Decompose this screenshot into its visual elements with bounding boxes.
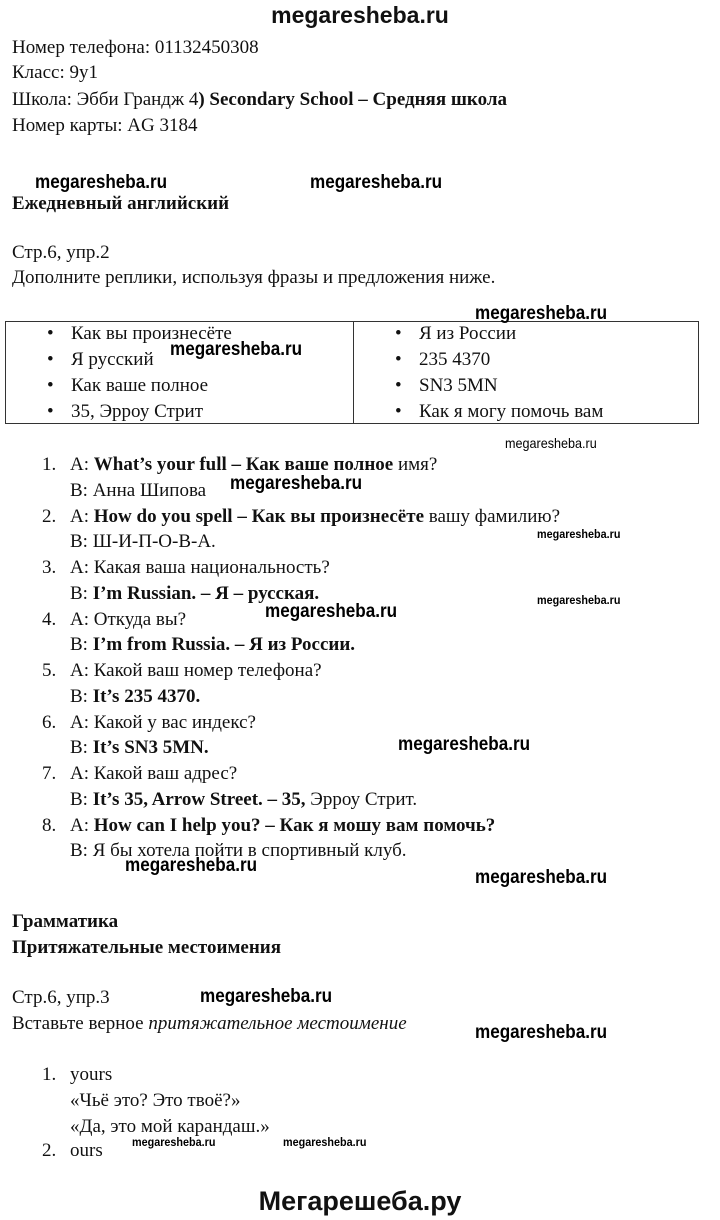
line-a-tail: вашу фамилию? bbox=[424, 506, 560, 527]
item-number: 2. bbox=[42, 506, 57, 527]
answer-word: ours bbox=[70, 1140, 103, 1161]
watermark: megaresheba.ru bbox=[310, 172, 443, 193]
watermark: megaresheba.ru bbox=[35, 172, 168, 193]
phone-line: Номер телефона: 01132450308 bbox=[12, 37, 259, 58]
watermark: megaresheba.ru bbox=[475, 1022, 608, 1043]
item-number: 3. bbox=[42, 557, 57, 578]
table-item: • Как вы произнесёте bbox=[71, 322, 232, 346]
grammar-subtitle: Притяжательные местоимения bbox=[12, 937, 281, 958]
line-b-answer: I’m from Russia. – Я из России. bbox=[92, 634, 356, 655]
exercise-ref: Стр.6, упр.2 bbox=[12, 242, 110, 263]
item-number: 7. bbox=[42, 763, 57, 784]
line-a bbox=[70, 711, 256, 735]
site-header: megaresheba.ru bbox=[271, 2, 449, 28]
item-number: 6. bbox=[42, 712, 57, 733]
table-item: • Как я могу помочь вам bbox=[419, 400, 603, 424]
line-b-tail: Эрроу Стрит. bbox=[305, 789, 418, 810]
line-b-answer: It’s SN3 5MN. bbox=[92, 737, 209, 758]
line-a bbox=[70, 762, 237, 786]
line-a-text: A: Какая ваша национальность? bbox=[70, 557, 330, 578]
instruction bbox=[12, 1012, 407, 1036]
table-item: • Я из России bbox=[419, 322, 516, 346]
class-line: Класс: 9у1 bbox=[12, 62, 98, 83]
line-a-text: A: bbox=[70, 815, 94, 836]
table-item: • Я русский bbox=[71, 348, 154, 372]
line-b-text: B: bbox=[70, 686, 93, 707]
line-a-text: A: Откуда вы? bbox=[70, 609, 187, 630]
table-item: • SN3 5MN bbox=[419, 374, 498, 398]
line-b-text: B: Анна Шипова bbox=[70, 480, 207, 501]
line-a-text: A: Какой у вас индекс? bbox=[70, 712, 256, 733]
line-b bbox=[70, 736, 209, 760]
answer-example: «Чьё это? Это твоё?» bbox=[70, 1090, 241, 1111]
watermark: megaresheba.ru bbox=[125, 855, 258, 876]
line-b-text: B: bbox=[70, 634, 93, 655]
exercise-ref: Стр.6, упр.3 bbox=[12, 987, 110, 1008]
section-title: Ежедневный английский bbox=[12, 193, 230, 214]
school-line bbox=[12, 88, 507, 112]
watermark: megaresheba.ru bbox=[537, 593, 621, 607]
line-a-answer: How can I help you? – Как я мошу вам помочь? bbox=[93, 815, 496, 836]
line-b-answer: I’m Russian. – Я – русская. bbox=[92, 583, 320, 604]
watermark: megaresheba.ru bbox=[475, 867, 608, 888]
instruction-italic: притяжательное местоимение bbox=[148, 1013, 407, 1034]
item-number: 5. bbox=[42, 660, 57, 681]
line-b bbox=[70, 530, 216, 554]
card-line: Номер карты: AG 3184 bbox=[12, 115, 198, 136]
line-b-answer: It’s 35, Arrow Street. – 35, bbox=[92, 789, 306, 810]
item-number: 8. bbox=[42, 815, 57, 836]
line-a-text: A: bbox=[70, 454, 94, 475]
watermark: megaresheba.ru bbox=[283, 1135, 367, 1149]
line-a-answer: What’s your full – Как ваше полное bbox=[93, 454, 394, 475]
watermark: megaresheba.ru bbox=[132, 1135, 216, 1149]
answer-number: 2. bbox=[42, 1140, 57, 1161]
instruction-text: Вставьте верное bbox=[12, 1013, 149, 1034]
item-number: 1. bbox=[42, 454, 57, 475]
line-b bbox=[70, 685, 200, 709]
line-b bbox=[70, 788, 417, 812]
line-a-answer: How do you spell – Как вы произнесёте bbox=[93, 506, 424, 527]
line-a-text: A: bbox=[70, 506, 94, 527]
line-a-text: A: Какой ваш номер телефона? bbox=[70, 660, 322, 681]
watermark: megaresheba.ru bbox=[265, 601, 398, 622]
line-b-answer: It’s 235 4370. bbox=[92, 686, 201, 707]
table-divider bbox=[353, 322, 354, 423]
line-a bbox=[70, 659, 322, 683]
phrases-table bbox=[5, 321, 699, 424]
watermark: megaresheba.ru bbox=[475, 303, 608, 324]
watermark: megaresheba.ru bbox=[200, 986, 333, 1007]
line-a bbox=[70, 814, 495, 838]
line-a bbox=[70, 505, 560, 529]
instruction: Дополните реплики, используя фразы и предложения ниже. bbox=[12, 267, 496, 288]
line-b-text: B: Ш-И-П-О-В-А. bbox=[70, 531, 216, 552]
table-item: • Как ваше полное bbox=[71, 374, 208, 398]
answer-example: «Да, это мой карандаш.» bbox=[70, 1116, 270, 1137]
watermark: megaresheba.ru bbox=[537, 527, 621, 541]
line-b-text: B: Я бы хотела пойти в спортивный клуб. bbox=[70, 840, 407, 861]
school-bold: ) Secondary School – Средняя школа bbox=[198, 89, 508, 110]
line-b bbox=[70, 479, 206, 503]
answer-number: 1. bbox=[42, 1064, 57, 1085]
grammar-title: Грамматика bbox=[12, 911, 119, 932]
table-item: • 235 4370 bbox=[419, 348, 490, 372]
line-b-text: B: bbox=[70, 737, 93, 758]
watermark: megaresheba.ru bbox=[230, 473, 363, 494]
watermark: megaresheba.ru bbox=[170, 339, 303, 360]
watermark: megaresheba.ru bbox=[398, 734, 531, 755]
line-a bbox=[70, 608, 186, 632]
line-b-text: B: bbox=[70, 789, 93, 810]
site-footer: Мегарешеба.ру bbox=[258, 1186, 462, 1216]
line-a-text: A: Какой ваш адрес? bbox=[70, 763, 238, 784]
item-number: 4. bbox=[42, 609, 57, 630]
line-a bbox=[70, 556, 330, 580]
watermark: megaresheba.ru bbox=[505, 435, 597, 451]
answer-word: yours bbox=[70, 1064, 113, 1085]
school-prefix: Школа: Эбби Грандж 4 bbox=[12, 89, 199, 110]
table-item: • 35, Эрроу Стрит bbox=[71, 400, 203, 424]
line-b bbox=[70, 633, 355, 657]
line-a-tail: имя? bbox=[393, 454, 438, 475]
line-b-text: B: bbox=[70, 583, 93, 604]
